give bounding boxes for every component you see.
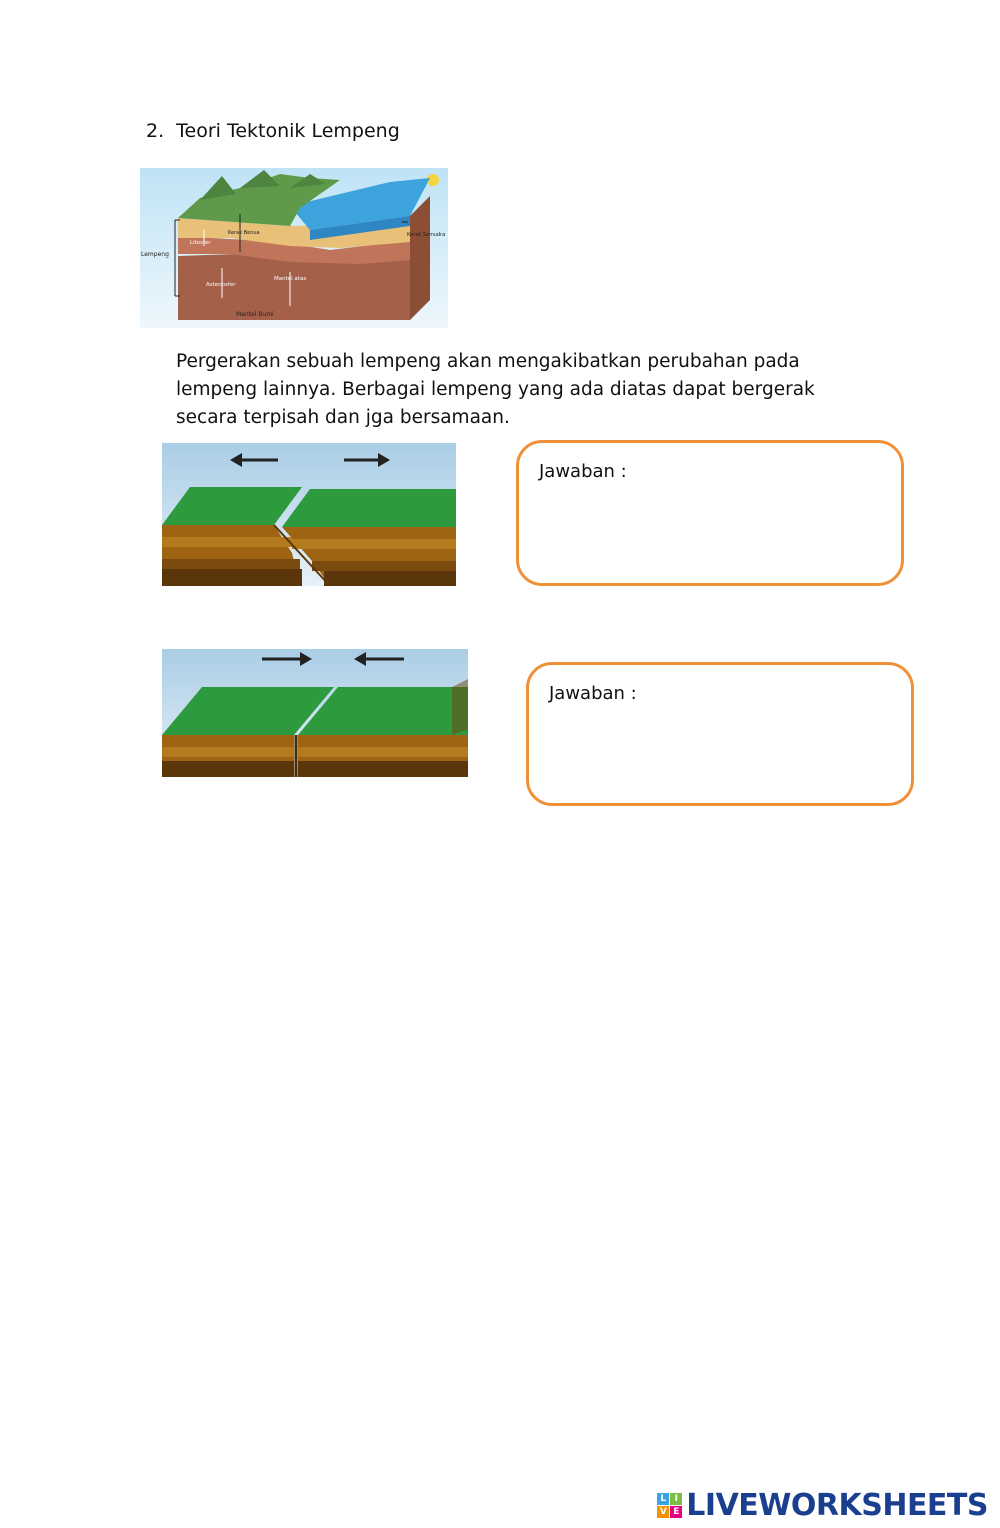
section-number: 2. — [146, 120, 165, 142]
divergent-plates-image — [162, 443, 456, 586]
logo-grid-letter: E — [670, 1506, 682, 1518]
label-kerak-samudra: Kerak Samudra — [407, 232, 446, 238]
intro-paragraph: Pergerakan sebuah lempeng akan mengakibatkan perubahan pada lempeng lainnya. Berbagai lempeng yang ada diatas dapat bergerak secara terpisah dan jga bersamaan. — [176, 351, 815, 428]
label-astenosfer: Astenosfer — [206, 282, 236, 288]
label-kerak-benua: Kerak Benua — [228, 230, 260, 236]
logo-grid-letter: L — [657, 1493, 669, 1505]
liveworksheets-logo[interactable] — [657, 1488, 988, 1523]
plate-tectonics-diagram — [140, 168, 448, 328]
logo-text: LIVEWORKSHEETS — [686, 1488, 988, 1523]
label-lempeng: Lempeng — [141, 251, 169, 258]
answer-label-1: Jawaban : — [539, 461, 627, 482]
section-heading — [146, 120, 400, 142]
logo-grid-letter: I — [670, 1493, 682, 1505]
label-mantel-atas: Mantel atas — [274, 276, 307, 282]
answer-label-2: Jawaban : — [549, 683, 637, 704]
section-title: Teori Tektonik Lempeng — [176, 120, 400, 142]
logo-grid-letter: V — [657, 1506, 669, 1518]
label-litosfer: Litosfer — [190, 240, 211, 246]
answer-box-1[interactable] — [516, 440, 904, 586]
logo-grid-icon — [657, 1493, 682, 1518]
answer-box-2[interactable] — [526, 662, 914, 806]
convergent-plates-image — [162, 649, 468, 777]
label-mantel-bumi: Mantel Bumi — [236, 311, 274, 318]
